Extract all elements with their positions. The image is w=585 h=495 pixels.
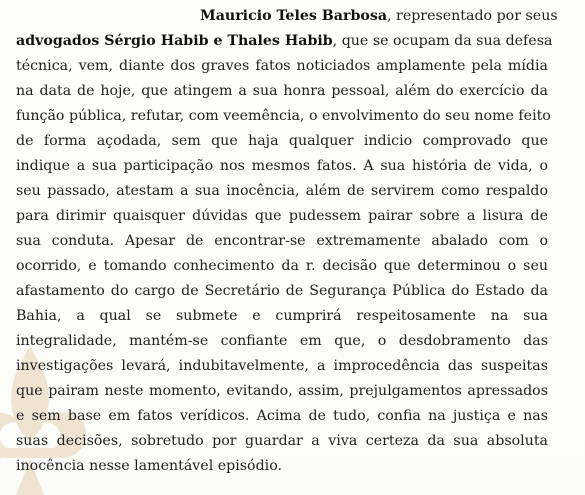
line-text: função pública, refutar, com veemência, o envolvimento do seu nome feito: [16, 108, 551, 124]
text-line-15: [16, 354, 548, 378]
line-text: inocência nesse lamentável episódio.: [16, 458, 283, 474]
client-name: Mauricio Teles Barbosa: [200, 8, 388, 24]
text-line-3: [16, 54, 548, 78]
text-line-18: [16, 429, 548, 453]
line-text: ocorrido, e tomando conhecimento da r. decisão que determinou o seu: [16, 258, 548, 274]
text-line-19: [16, 454, 548, 478]
text-line-17: [16, 404, 548, 428]
text-line-13: [16, 304, 548, 328]
text-line-1: [200, 4, 558, 28]
text-line-7: [16, 154, 548, 178]
text-line-6: [16, 129, 548, 153]
text-line-4: [16, 79, 548, 103]
line-text: , representado por seus: [387, 8, 558, 24]
lawyers-names: advogados Sérgio Habib e Thales Habib: [16, 33, 333, 49]
line-text: de forma açodada, sem que haja qualquer indicio comprovado que: [16, 133, 548, 149]
line-text: na data de hoje, que atingem a sua honra pessoal, além do exercício da: [16, 83, 548, 99]
line-text: investigações levará, indubitavelmente, a improcedência das suspeitas: [16, 358, 548, 374]
text-line-9: [16, 204, 548, 228]
text-line-10: [16, 229, 548, 253]
text-line-11: [16, 254, 548, 278]
line-text: que pairam neste momento, evitando, assim, prejulgamentos apressados: [16, 383, 548, 399]
text-line-5: [16, 104, 551, 128]
text-line-8: [16, 179, 548, 203]
text-line-12: [16, 279, 548, 303]
text-line-16: [16, 379, 548, 403]
text-line-2: [16, 29, 553, 53]
line-text: e sem base em fatos verídicos. Acima de tudo, confia na justiça e nas: [16, 408, 548, 424]
line-text: afastamento do cargo de Secretário de Segurança Pública do Estado da: [16, 283, 548, 299]
line-text: , que se ocupam da sua defesa: [332, 33, 553, 49]
line-text: técnica, vem, diante dos graves fatos noticiados amplamente pela mídia: [16, 58, 548, 74]
line-text: indique a sua participação nos mesmos fatos. A sua história de vida, o: [16, 158, 548, 174]
line-text: sua conduta. Apesar de encontrar-se extremamente abalado com o: [16, 233, 548, 249]
line-text: suas decisões, sobretudo por guardar a viva certeza da sua absoluta: [16, 433, 548, 449]
line-text: seu passado, atestam a sua inocência, além de servirem como respaldo: [16, 183, 548, 199]
text-line-14: [16, 329, 548, 353]
line-text: Bahia, a qual se submete e cumprirá respeitosamente na sua: [16, 308, 548, 324]
line-text: para dirimir quaisquer dúvidas que pudessem pairar sobre a lisura de: [16, 208, 548, 224]
line-text: integralidade, mantém-se confiante em que, o desdobramento das: [16, 333, 548, 349]
